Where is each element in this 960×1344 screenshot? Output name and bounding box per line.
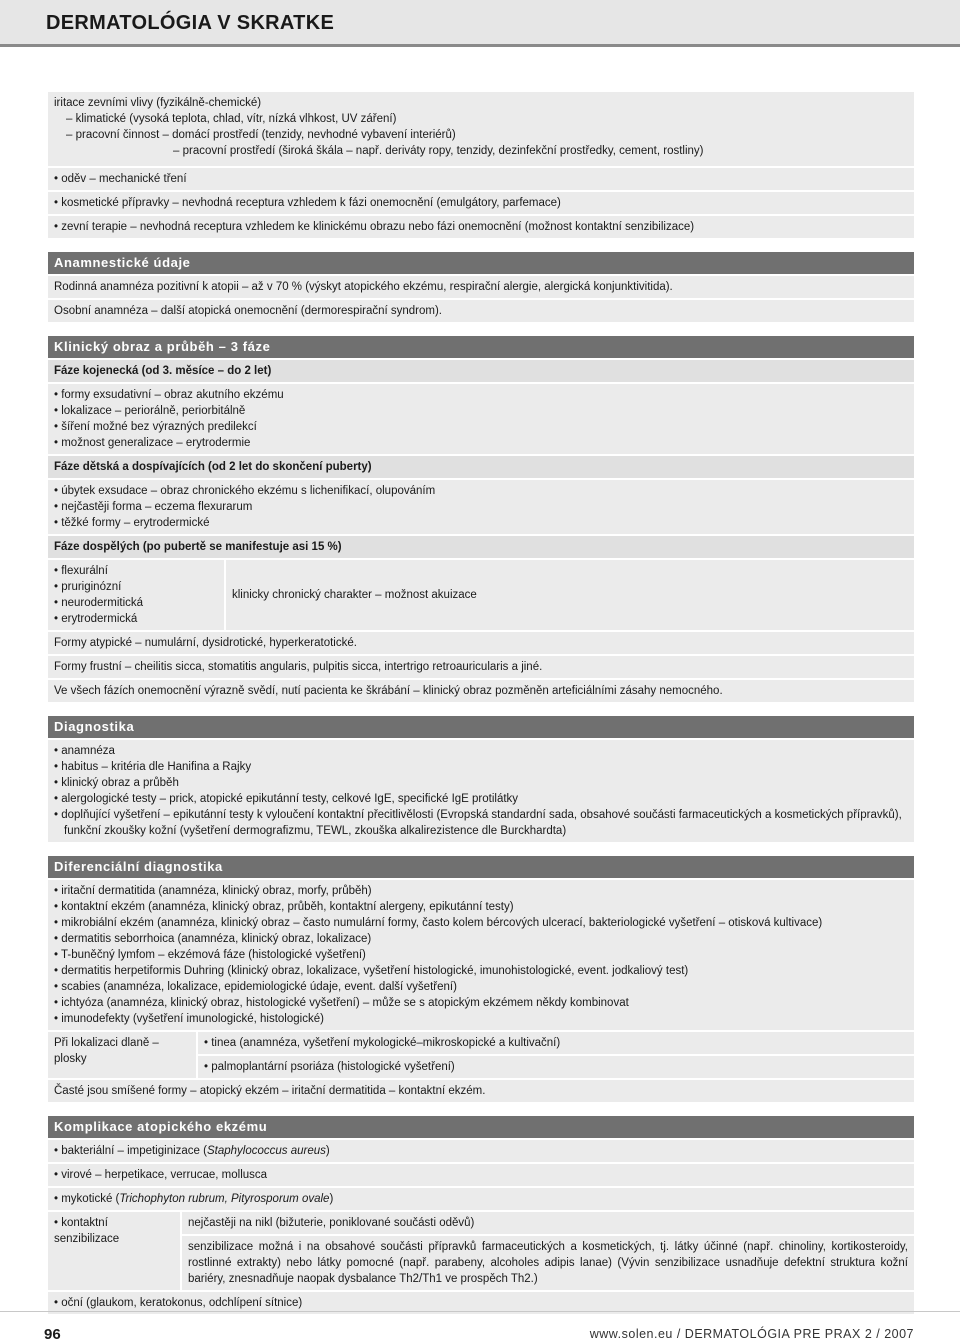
list-item: • ichtyóza (anamnéza, klinický obraz, histologické vyšetření) – může se s atopickým ekzémem někdy kombinovat — [54, 997, 629, 1009]
list-item: • iritační dermatitida (anamnéza, klinický obraz, morfy, průběh) — [54, 885, 372, 897]
clinical-atypical: Formy atypické – numulární, dysidrotické, hyperkeratotické. — [48, 632, 914, 654]
contact-table — [48, 1212, 914, 1290]
complication-bacterial: • bakteriální – impetiginizace (Staphylococcus aureus) — [48, 1140, 914, 1162]
anamnesis-personal: Osobní anamnéza – další atopická onemocnění (dermorespirační syndrom). — [48, 300, 914, 322]
list-item: • těžké formy – erytrodermické — [54, 517, 210, 529]
footer-rule — [0, 1311, 960, 1312]
palms-label: Při lokalizaci dlaně – plosky — [48, 1032, 196, 1078]
phase-infant-list — [48, 384, 914, 454]
contact-details — [182, 1212, 914, 1290]
section-heading-diagnostics: Diagnostika — [48, 716, 914, 738]
complication-viral: • virové – herpetikace, verrucae, mollusca — [48, 1164, 914, 1186]
irritants-block — [48, 92, 914, 166]
irritants-cosmetics: • kosmetické přípravky – nevhodná receptura vzhledem k fázi onemocnění (emulgátory, parfemace) — [48, 192, 914, 214]
irritants-line: – pracovní prostředí (široká škála – např. deriváty ropy, tenzidy, dezinfekční prostředky, cement, rostliny) — [173, 145, 704, 157]
phase-adult-table — [48, 560, 914, 630]
list-item: • klinický obraz a průběh — [54, 777, 179, 789]
phase-child-title: Fáze dětská a dospívajících (od 2 let do skončení puberty) — [48, 456, 914, 478]
list-item: • formy exsudativní – obraz akutního ekzému — [54, 389, 284, 401]
page-title: DERMATOLÓGIA V SKRATKE — [46, 12, 335, 34]
list-item: • habitus – kritéria dle Hanifina a Rajky — [54, 761, 252, 773]
phase-infant-title: Fáze kojenecká (od 3. měsíce – do 2 let) — [48, 360, 914, 382]
list-item: • alergologické testy – prick, atopické epikutánní testy, celkové IgE, specifické IgE protilátky — [54, 793, 519, 805]
complication-mycotic: • mykotické (Trichophyton rubrum, Pityrosporum ovale) — [48, 1188, 914, 1210]
list-item: • erytrodermická — [54, 613, 138, 625]
palms-options — [198, 1032, 914, 1078]
palms-table — [48, 1032, 914, 1078]
list-item: • úbytek exsudace – obraz chronického ekzému s lichenifikací, olupováním — [54, 485, 436, 497]
list-item: • flexurální — [54, 565, 108, 577]
list-item: • dermatitis seborrhoica (anamnéza, klinický obraz, lokalizace) — [54, 933, 372, 945]
differential-mixed: Časté jsou smíšené formy – atopický ekzém – iritační dermatitida – kontaktní ekzém. — [48, 1080, 914, 1102]
diagnostics-list — [48, 740, 914, 842]
list-item: • pruriginózní — [54, 581, 122, 593]
anamnesis-family: Rodinná anamnéza pozitivní k atopii – až v 70 % (výskyt atopického ekzému, respirační alergie, alergická konjunktivitida). — [48, 276, 914, 298]
list-item: • T-buněčný lymfom – ekzémová fáze (histologické vyšetření) — [54, 949, 366, 961]
list-item: • možnost generalizace – erytrodermie — [54, 437, 251, 449]
article-body — [48, 92, 914, 1316]
differential-list — [48, 880, 914, 1030]
list-item: • neurodermitická — [54, 597, 144, 609]
phase-adult-note: klinicky chronický charakter – možnost akuizace — [232, 589, 477, 601]
section-heading-differential: Diferenciální diagnostika — [48, 856, 914, 878]
list-item: • šíření možné bez výrazných predilekcí — [54, 421, 257, 433]
palms-option: • palmoplantární psoriáza (histologické vyšetření) — [198, 1056, 914, 1078]
irritants-line: – klimatické (vysoká teplota, chlad, vítr, nízká vlhkost, UV záření) — [66, 113, 397, 125]
palms-option: • tinea (anamnéza, vyšetření mykologické–mikroskopické a kultivační) — [198, 1032, 914, 1054]
phase-child-list — [48, 480, 914, 534]
section-heading-complications: Komplikace atopického ekzému — [48, 1116, 914, 1138]
page-number: 96 — [44, 1326, 61, 1343]
contact-label: • kontaktní senzibilizace — [48, 1212, 180, 1290]
footer-journal: www.solen.eu / DERMATOLÓGIA PRE PRAX 2 / 2007 — [589, 1327, 914, 1341]
list-item: • scabies (anamnéza, lokalizace, epidemiologické údaje, event. další vyšetření) — [54, 981, 457, 993]
phase-adult-list — [48, 560, 224, 630]
page-header — [0, 0, 960, 46]
list-item: • doplňující vyšetření – epikutánní testy k vyloučení kontaktní přecitlivělosti (Evropská standardní sada, obsahové součásti farmaceutických a kosmetických přípravků), funkční zkoušky kožní (vyšetření dermografizmu, TEWL, zkouška alkalirezistence dle Burckhardta) — [54, 809, 902, 837]
contact-detail: senzibilizace možná i na obsahové součásti přípravků farmaceutických a kosmetických, tj. látky účinné (např. chinoliny, kortikosteroidy, rostlinné extrakty) nebo látky pomocné (např. parabeny, alcoholes adipis lanae) (Vývin senzibilizace usnadňuje defektní struktura kožní bariéry, znesnadňuje naopak dysbalance Th2/Th1 ve prospěch Th2.) — [182, 1236, 914, 1290]
phase-adult-note-cell — [226, 560, 914, 630]
header-rule — [0, 44, 960, 47]
irritants-line: iritace zevními vlivy (fyzikálně-chemické) — [54, 97, 262, 109]
contact-detail: nejčastěji na nikl (bižuterie, poniklované součásti oděvů) — [182, 1212, 914, 1234]
list-item: • dermatitis herpetiformis Duhring (klinický obraz, lokalizace, vyšetření histologické, imunohistologické, event. jodkaliový test) — [54, 965, 689, 977]
phase-adult-title: Fáze dospělých (po pubertě se manifestuje asi 15 %) — [48, 536, 914, 558]
list-item: • kontaktní ekzém (anamnéza, klinický obraz, průběh, kontaktní alergeny, epikutánní testy) — [54, 901, 514, 913]
section-heading-clinical: Klinický obraz a průběh – 3 fáze — [48, 336, 914, 358]
irritants-clothing: • oděv – mechanické tření — [48, 168, 914, 190]
list-item: • anamnéza — [54, 745, 115, 757]
list-item: • mikrobiální ekzém (anamnéza, klinický obraz – často numulární formy, často kolem bércových ulcerací, bakteriologické vyšetření – otisková kultivace) — [54, 917, 823, 929]
list-item: • lokalizace – periorálně, periorbitálně — [54, 405, 246, 417]
list-item: • imunodefekty (vyšetření imunologické, histologické) — [54, 1013, 324, 1025]
list-item: • nejčastěji forma – eczema flexurarum — [54, 501, 253, 513]
complication-ocular: • oční (glaukom, keratokonus, odchlípení sítnice) — [48, 1292, 914, 1314]
irritants-line: – pracovní činnost – domácí prostředí (tenzidy, nevhodné vybavení interiérů) — [66, 129, 456, 141]
section-heading-anamnesis: Anamnestické údaje — [48, 252, 914, 274]
clinical-frustrated: Formy frustní – cheilitis sicca, stomatitis angularis, pulpitis sicca, intertrigo retroauricularis a jiné. — [48, 656, 914, 678]
clinical-itch: Ve všech fázích onemocnění výrazně svědí, nutí pacienta ke škrábání – klinický obraz pozměněn arteficiálními zásahy nemocného. — [48, 680, 914, 702]
irritants-therapy: • zevní terapie – nevhodná receptura vzhledem ke klinickému obrazu nebo fázi onemocnění (možnost kontaktní senzibilizace) — [48, 216, 914, 238]
